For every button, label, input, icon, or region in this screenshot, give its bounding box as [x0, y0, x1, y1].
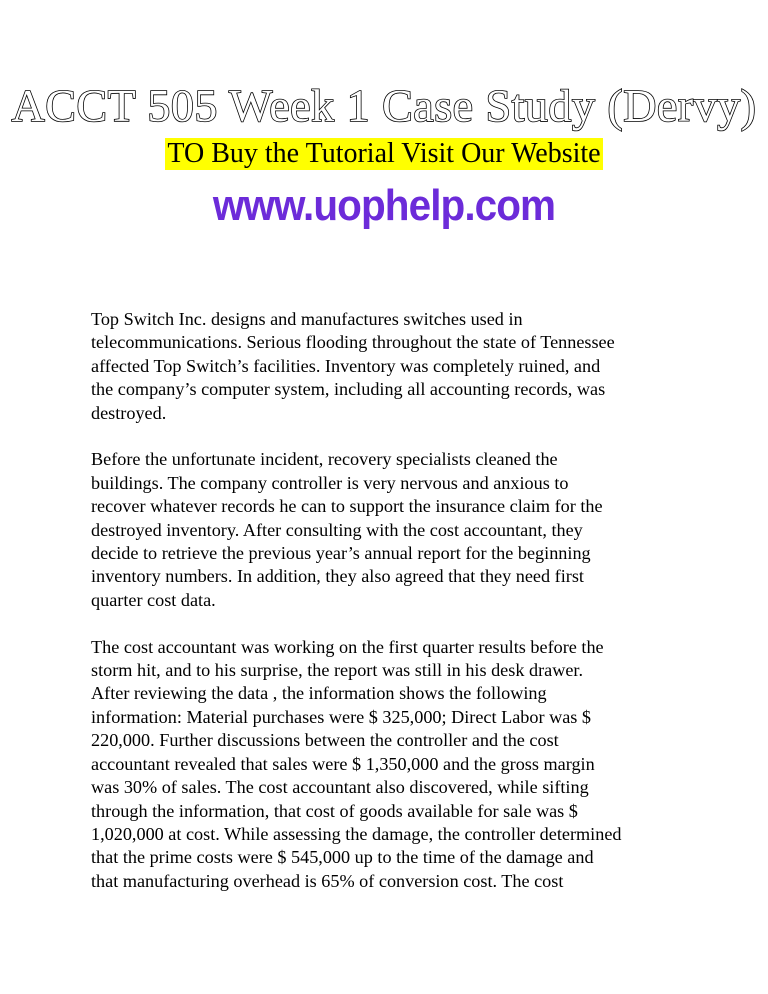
text-line: buildings. The company controller is very nervous and anxious to [91, 472, 569, 493]
text-line: Before the unfortunate incident, recovery specialists cleaned the [91, 449, 558, 470]
text-line: information: Material purchases were $ 325,000; Direct Labor was $ [91, 706, 591, 727]
text-line: was 30% of sales. The cost accountant also discovered, while sifting [91, 777, 589, 798]
text-line: affected Top Switch’s facilities. Inventory was completely ruined, and [91, 355, 601, 376]
paragraph-2 [91, 448, 691, 612]
document-body [91, 308, 691, 917]
website-link[interactable]: www.uophelp.com [212, 181, 556, 230]
text-line: accountant revealed that sales were $ 1,350,000 and the gross margin [91, 753, 595, 774]
text-line: telecommunications. Serious flooding throughout the state of Tennessee [91, 332, 615, 353]
text-line: After reviewing the data , the information shows the following [91, 683, 547, 704]
text-line: 1,020,000 at cost. While assessing the damage, the controller determined [91, 823, 622, 844]
text-line: decide to retrieve the previous year’s annual report for the beginning [91, 543, 591, 564]
document-title: ACCT 505 Week 1 Case Study (Dervy) [11, 80, 757, 131]
banner-container [0, 138, 768, 170]
text-line: destroyed. [91, 402, 167, 423]
text-line: recover whatever records he can to support the insurance claim for the [91, 496, 603, 517]
text-line: quarter cost data. [91, 589, 216, 610]
text-line: Top Switch Inc. designs and manufactures switches used in [91, 309, 523, 329]
text-line: The cost accountant was working on the first quarter results before the [91, 636, 604, 657]
text-line: through the information, that cost of goods available for sale was $ [91, 800, 578, 821]
text-line: storm hit, and to his surprise, the report was still in his desk drawer. [91, 660, 584, 681]
promo-banner: TO Buy the Tutorial Visit Our Website [167, 138, 601, 169]
text-line: that manufacturing overhead is 65% of conversion cost. The cost [91, 870, 564, 891]
text-line: destroyed inventory. After consulting with the cost accountant, they [91, 519, 583, 540]
text-line: inventory numbers. In addition, they also agreed that they need first [91, 566, 584, 587]
text-line: the company’s computer system, including all accounting records, was [91, 379, 606, 400]
text-line: 220,000. Further discussions between the controller and the cost [91, 730, 559, 751]
paragraph-1 [91, 308, 691, 425]
text-line: that the prime costs were $ 545,000 up to the time of the damage and [91, 847, 594, 868]
paragraph-3 [91, 636, 691, 893]
